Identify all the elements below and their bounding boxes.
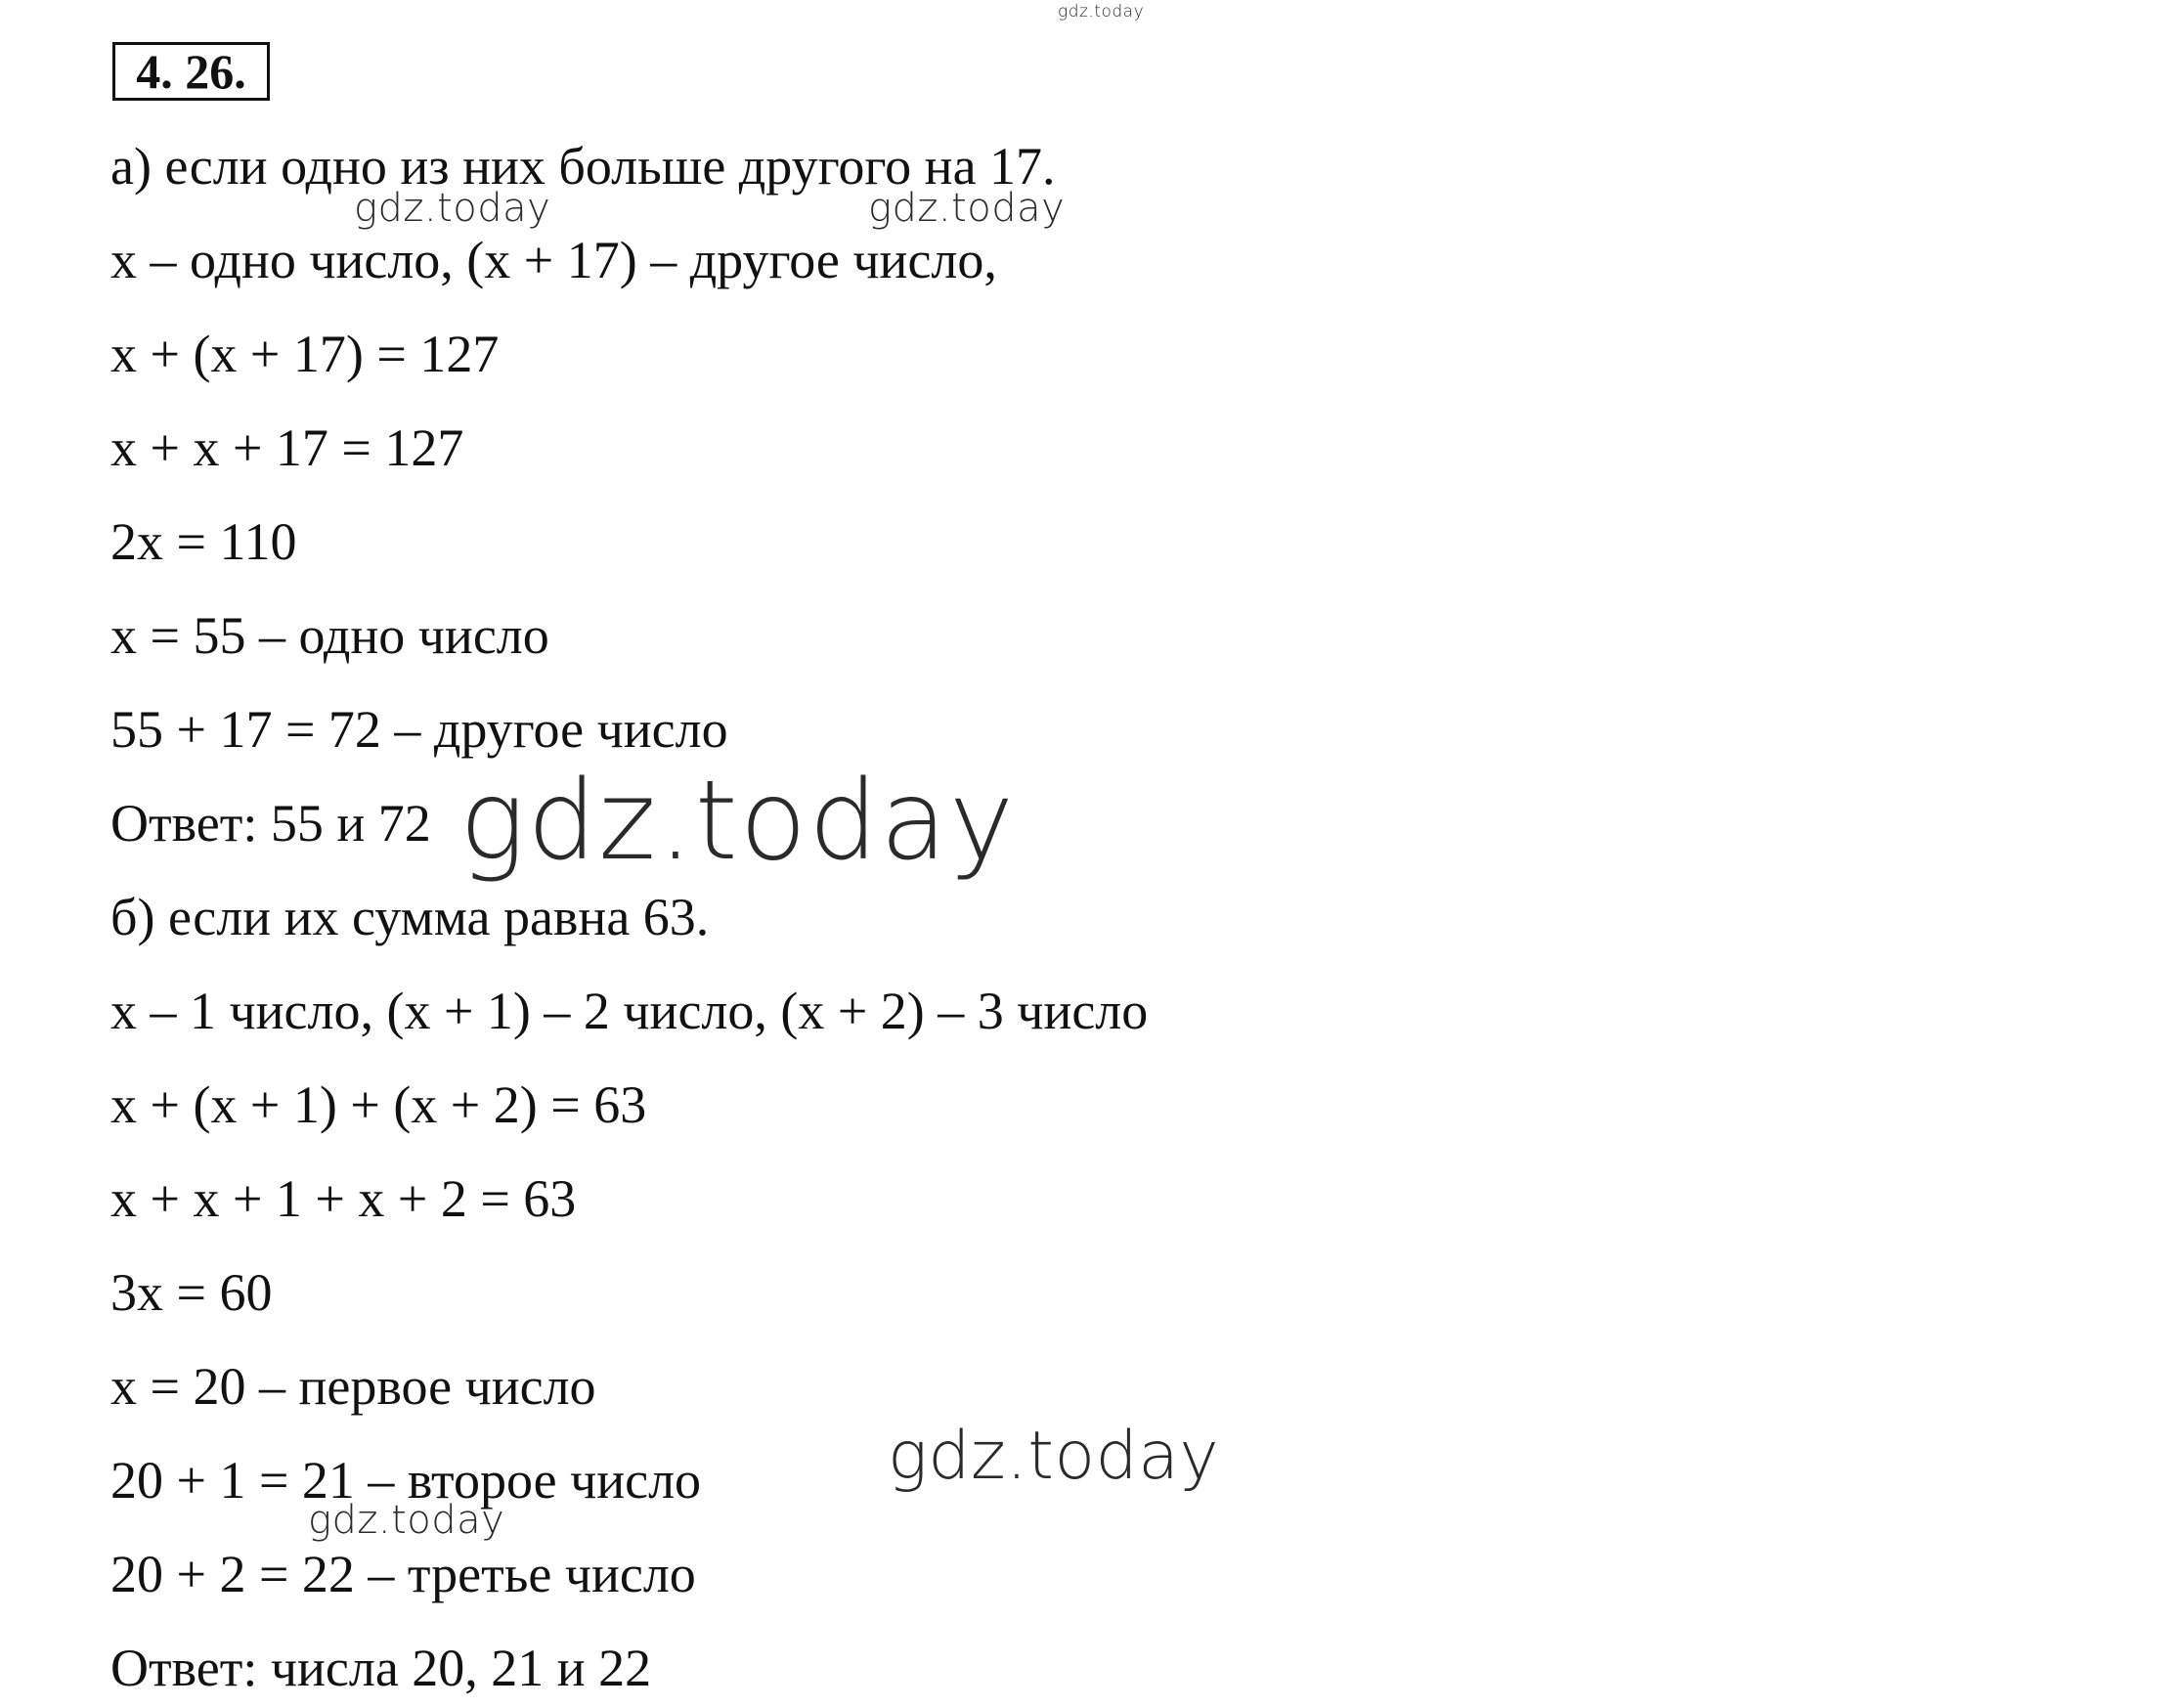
watermark-small-bottom: gdz.today [308,1498,505,1543]
part-b-line-2: х + (х + 1) + (х + 2) = 63 [110,1075,647,1134]
part-b-line-5: х = 20 – первое число [110,1357,596,1416]
part-a-line-4: 2х = 110 [110,512,297,571]
part-b-condition: б) если их сумма равна 63. [110,888,710,946]
watermark-large: gdz.today [459,758,1017,885]
part-a-line-1: х – одно число, (х + 17) – другое число, [110,231,997,289]
part-a-answer: Ответ: 55 и 72 [110,794,431,853]
part-a-line-3: х + х + 17 = 127 [110,418,464,477]
part-a-line-5: х = 55 – одно число [110,606,549,665]
watermark-top: gdz.today [1058,2,1145,22]
part-a-condition: а) если одно из них больше другого на 17. [110,137,1056,196]
part-b-line-3: х + х + 1 + х + 2 = 63 [110,1169,577,1228]
part-b-answer: Ответ: числа 20, 21 и 22 [110,1639,652,1697]
watermark-medium: gdz.today [888,1418,1220,1495]
part-b-line-6: 20 + 1 = 21 – второе число [110,1451,702,1510]
part-b-line-1: х – 1 число, (х + 1) – 2 число, (х + 2) – 3 число [110,982,1149,1040]
part-a-line-2: х + (х + 17) = 127 [110,325,500,383]
part-a-line-6: 55 + 17 = 72 – другое число [110,700,728,759]
part-b-line-7: 20 + 2 = 22 – третье число [110,1545,696,1603]
problem-number-box: 4. 26. [112,42,270,101]
watermark-small-left: gdz.today [354,186,551,231]
watermark-small-right: gdz.today [868,186,1066,231]
part-b-line-4: 3х = 60 [110,1263,273,1322]
